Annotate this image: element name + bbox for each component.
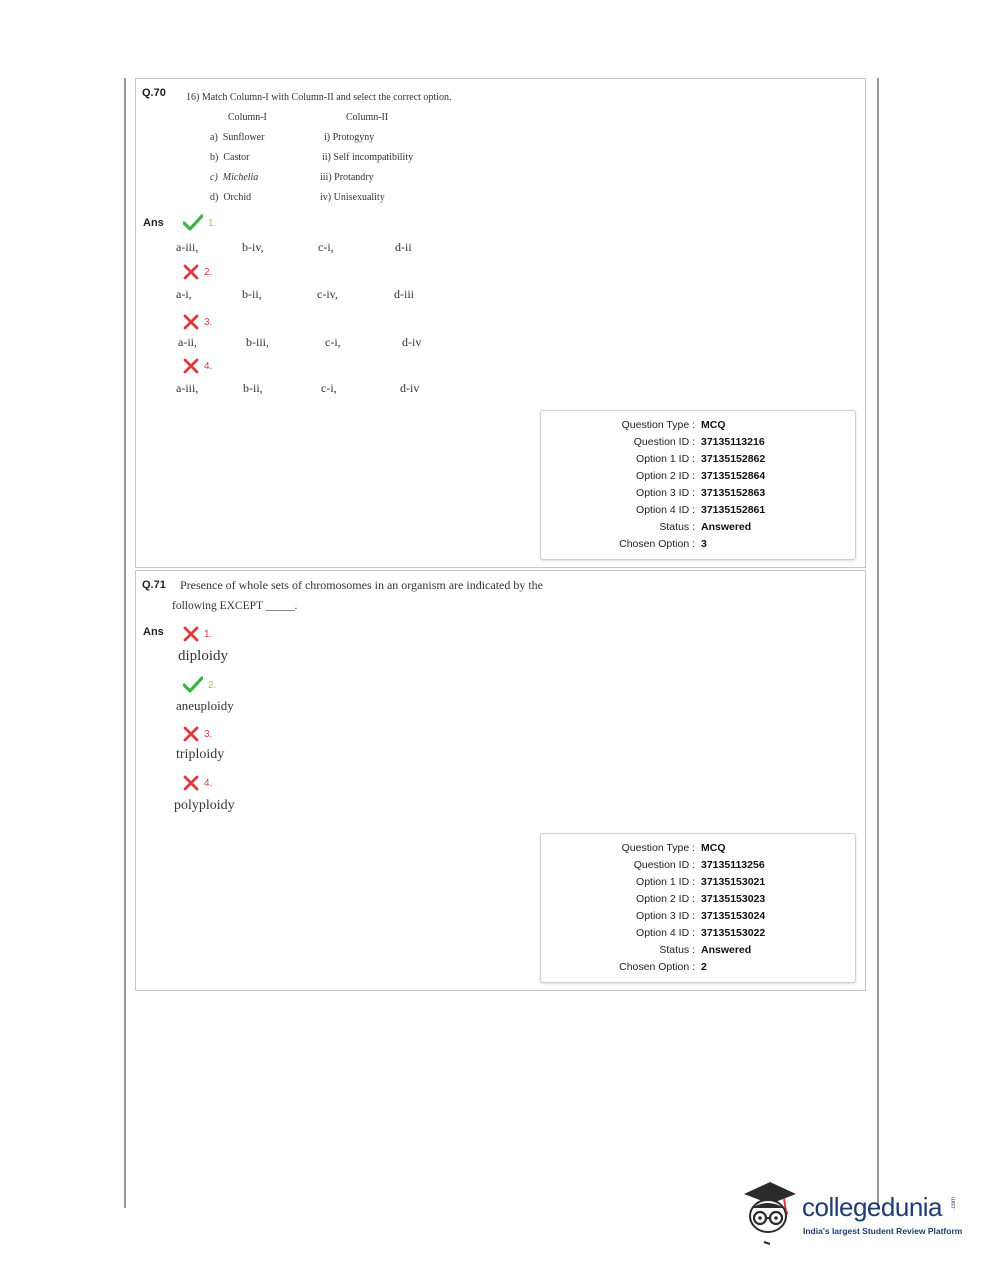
right-margin-line [877,78,879,1208]
cross-icon [183,626,199,642]
question-text-line-1: Presence of whole sets of chromosomes in an organism are indicated by the [180,578,544,592]
option-number: 2. [204,266,213,278]
meta-label: Question ID : [633,859,695,871]
meta-value: 37135153022 [701,927,766,939]
option-cell: d-iv [400,381,420,395]
option-cell: b-ii, [242,287,262,301]
meta-value: 37135152863 [701,487,766,499]
meta-label: Option 3 ID : [636,487,695,499]
option-2-mark [183,264,212,280]
option-number: 2. [208,679,217,691]
option-cell: c-i, [321,381,337,395]
answer-label: Ans [143,626,164,638]
meta-label: Status : [659,944,695,956]
logo-domain-suffix: .com [951,1196,957,1210]
option-number: 4. [204,777,213,789]
option-number: 1. [204,628,213,640]
meta-value: MCQ [701,419,726,431]
meta-value: 37135152861 [701,504,766,516]
match-left-d: d) Orchid [210,192,252,203]
option-number: 3. [204,728,213,740]
option-text: aneuploidy [176,698,234,713]
meta-value: 37135153023 [701,893,766,905]
logo-wordmark: collegedunia [802,1192,943,1222]
match-left-a: a) Sunflower [210,132,265,143]
question-number: Q.70 [142,87,166,99]
cross-icon [183,358,199,374]
meta-label: Status : [659,521,695,533]
meta-value: 2 [701,961,707,973]
meta-label: Option 2 ID : [636,470,695,482]
cross-icon [183,314,199,330]
cross-icon [183,264,199,280]
option-text: diploidy [178,648,229,664]
meta-label: Chosen Option : [619,961,695,973]
question-text: 16) Match Column-I with Column-II and select the correct option. [186,92,452,103]
column-1-header: Column-I [228,112,267,123]
mascot-icon [740,1176,800,1246]
left-margin-line [124,78,126,1208]
meta-label: Question ID : [633,436,695,448]
meta-value: 37135153021 [701,876,766,888]
meta-value: 37135113256 [701,859,765,871]
option-cell: a-i, [176,287,192,301]
option-number: 4. [204,360,213,372]
match-right-iv: iv) Unisexuality [320,192,385,203]
option-number: 3. [204,316,213,328]
meta-value: MCQ [701,842,726,854]
meta-label: Option 3 ID : [636,910,695,922]
check-icon [183,676,203,694]
option-cell: a-ii, [178,335,197,349]
option-3-mark [183,314,212,330]
check-icon [183,214,203,232]
column-2-header: Column-II [346,112,389,123]
meta-label: Question Type : [621,419,695,431]
meta-label: Option 1 ID : [636,876,695,888]
option-cell: b-ii, [243,381,263,395]
option-cell: c-i, [318,240,334,254]
meta-value: 37135152864 [701,470,766,482]
option-2-mark [183,676,216,694]
option-cell: a-iii, [176,381,199,395]
option-4-mark [183,775,212,791]
question-meta-box [540,833,856,983]
match-left-b: b) Castor [210,152,250,163]
match-right-i: i) Protogyny [324,132,375,143]
meta-value: 37135152862 [701,453,766,465]
question-number: Q.71 [142,579,166,591]
logo-tagline: India's largest Student Review Platform [803,1226,963,1236]
meta-label: Question Type : [621,842,695,854]
match-left-c: c) Michelia [210,172,259,183]
meta-label: Option 4 ID : [636,927,695,939]
option-cell: c-iv, [317,287,338,301]
question-meta-box [540,410,856,560]
option-cell: d-ii [395,240,412,254]
meta-label: Chosen Option : [619,538,695,550]
cross-icon [183,775,199,791]
collegedunia-logo [740,1176,800,1246]
match-right-ii: ii) Self incompatibility [322,152,414,163]
option-cell: c-i, [325,335,341,349]
meta-value: Answered [701,944,752,956]
question-text-line-2: following EXCEPT _____. [172,600,298,612]
meta-value: 3 [701,538,707,550]
option-text: polyploidy [174,798,235,813]
meta-value: Answered [701,521,752,533]
option-number: 1. [208,217,217,229]
meta-label: Option 4 ID : [636,504,695,516]
meta-value: 37135113216 [701,436,765,448]
option-1-mark [183,626,212,642]
match-right-iii: iii) Protandry [320,172,374,183]
option-3-mark [183,726,212,742]
answer-label: Ans [143,217,164,229]
cross-icon [183,726,199,742]
option-cell: d-iv [402,335,422,349]
meta-label: Option 1 ID : [636,453,695,465]
meta-label: Option 2 ID : [636,893,695,905]
option-cell: b-iii, [246,335,269,349]
option-cell: b-iv, [242,240,264,254]
option-4-mark [183,358,212,374]
option-1-mark [183,214,216,232]
meta-value: 37135153024 [701,910,766,922]
option-cell: a-iii, [176,240,199,254]
option-cell: d-iii [394,287,414,301]
option-text: triploidy [176,747,225,762]
